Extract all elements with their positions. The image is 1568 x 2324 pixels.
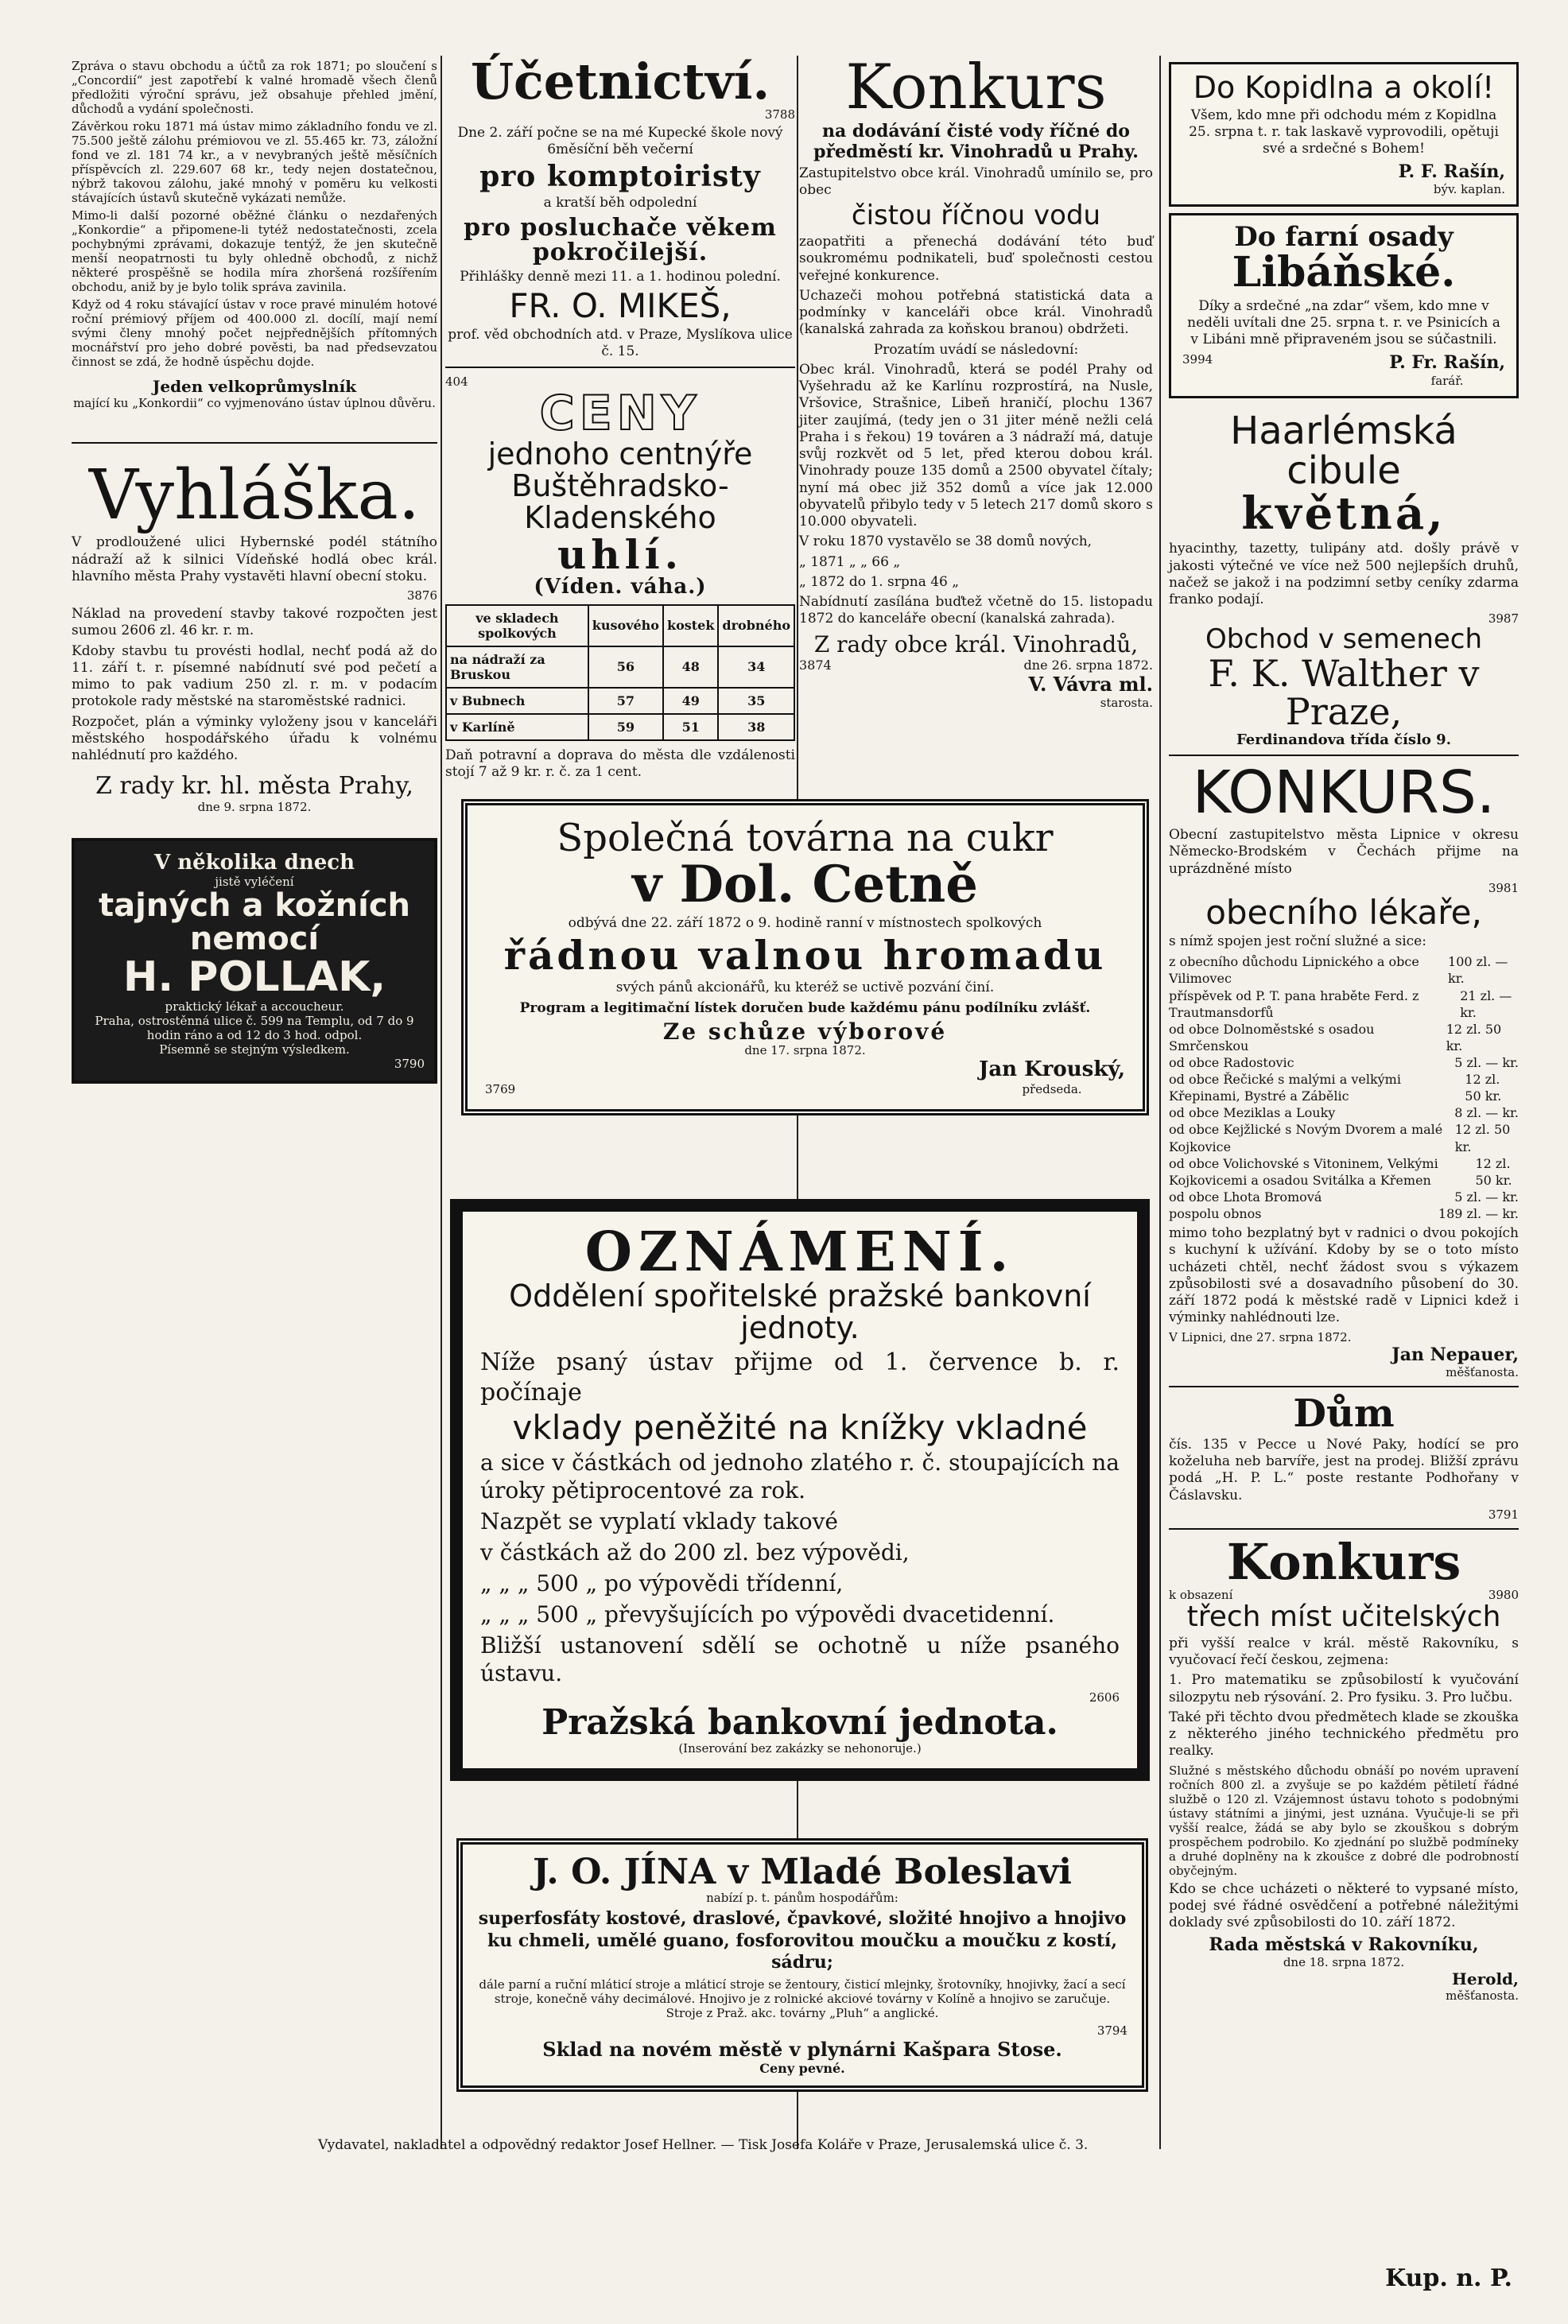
ledger-row: [1169, 1121, 1519, 1154]
divider: [1169, 1386, 1519, 1387]
cukr-text: odbývá dne 22. září 1872 o 9. hodině ranní v místnostech spolkových: [568, 914, 1042, 931]
ad-number: 2606: [1089, 1690, 1120, 1705]
libanske-role: farář.: [1430, 373, 1464, 388]
vyhlaska-text: Náklad na provedení stavby takové rozpočten jest sumou 2606 zl. 46 kr. r. m.: [72, 606, 437, 639]
table-cell: na nádraží za Bruskou: [446, 646, 588, 688]
table-cell: 35: [718, 688, 794, 714]
ceny-ad: [445, 374, 795, 781]
pollak-addr: Praha, ostrostěnná ulice č. 599 na Templu, od 7 do 9 hodin ráno a od 12 do 3 hod. odpol.: [95, 1013, 414, 1042]
ledger-label: od obce Řečické s malými a velkými Křepinami, Bystré a Zábělic: [1169, 1072, 1401, 1104]
ledger-label: od obce Radostovic: [1169, 1054, 1294, 1070]
ucetnictvi-text: Dne 2. září počne se na mé Kupecké škole nový 6měsíční běh večerní: [457, 125, 783, 158]
ad-number: 3981: [1488, 880, 1519, 895]
ledger-value: 12 zl. 50 kr.: [1465, 1072, 1502, 1104]
ledger-value: 5 zl. — kr.: [1454, 1189, 1519, 1205]
column-4: [1169, 56, 1519, 2003]
oznameni-text: Bližší ustanovení sdělí se ochotně u níže psaného ústavu.: [480, 1632, 1120, 1687]
ucetnictvi-text: Přihlášky denně mezi 11. a 1. hodinou polední.: [460, 268, 781, 285]
konkurs1-dateline: [799, 658, 1153, 673]
konkurs3-sign: Rada městská v Rakovníku,: [1209, 1934, 1479, 1956]
konkurs1-text: „ 1872 do 1. srpna 46 „: [799, 573, 960, 590]
vyhlaska-date: dne 9. srpna 1872.: [197, 800, 312, 815]
dum-ad: [1169, 1391, 1519, 1522]
oznameni-big: vklady peněžité na knížky vkladné: [512, 1408, 1088, 1448]
article-body: Zpráva o stavu obchodu a účtů za rok 1871; po sloučení s „Concordií“ jest zapotřebí k valné hromadě všech členů předložiti výroční správu, jež obsahuje přehled jmění, důchodů a vydání společnosti.: [72, 59, 437, 116]
pollak-note: Písemně se stejným výsledkem.: [159, 1042, 350, 1057]
table-cell: 51: [663, 714, 718, 740]
pollak-ad: [72, 838, 437, 1084]
ledger-row: [1169, 1104, 1519, 1121]
article-body: Mimo-li další pozorné oběžné článku o nezdařených „Konkordie“ a připomene-li tytéž nedostatečnosti, zcela pochybnými zprávami, dokazuje tentýž, že jen skutečně menší neopatrnosti tu byly ohledně obchodů, z nichž některé prospěšně se hodila míra zhoršená rozšířením obchodu, aniž by je bylo tolik správa zavinila.: [72, 208, 437, 294]
ceny-sub: jednoho centnýře Buštěhradsko-Kladenského: [487, 436, 753, 536]
pollak-sub: praktický lékař a accoucheur.: [165, 999, 344, 1014]
ad-number: 3791: [1488, 1507, 1519, 1522]
cibule-title: Haarlémská cibule: [1230, 408, 1457, 494]
libanske-sign: [1182, 352, 1505, 388]
ledger-label: od obce Volichovské s Vitoninem, Velkými Kojkovicemi a osadou Svitálka a Křemen: [1169, 1155, 1438, 1188]
column-2: [445, 52, 795, 784]
ad-number: 3769: [485, 1082, 516, 1097]
divider: [445, 367, 795, 368]
table-cell: 38: [718, 714, 794, 740]
ceny-big: uhlí.: [557, 531, 684, 579]
cibule-shop: Obchod v semenech: [1205, 623, 1483, 656]
oznameni-note: (Inserování bez zakázky se nehonoruje.): [678, 1741, 922, 1756]
ledger-value: 21 zl. — kr.: [1460, 987, 1512, 1020]
ledger-value: 5 zl. — kr.: [1454, 1054, 1519, 1070]
jina-text: Ceny pevné.: [759, 2060, 845, 2076]
jina-text: superfosfáty kostové, draslové, čpavkové, složité hnojivo a hnojivo ku chmeli, umělé guano, fosforovitou moučku a moučku z kostí, sádru;: [478, 1908, 1127, 1973]
konkurs3-text: při vyšší realce v král. městě Rakovníku, s vyučovací řečí českou, zejmena:: [1169, 1635, 1519, 1669]
article-signature: Jeden velkoprůmyslník: [152, 377, 357, 396]
libanske-big: Libáňské.: [1232, 248, 1456, 297]
cukr-box: [461, 799, 1149, 1115]
table-cell: 56: [588, 646, 663, 688]
jina-title: J. O. JÍNA v Mladé Boleslavi: [533, 1852, 1072, 1892]
ucetnictvi-name: FR. O. MIKEŠ,: [509, 285, 732, 325]
ucetnictvi-text: prof. věd obchodních atd. v Praze, Myslíkova ulice č. 15.: [448, 326, 793, 360]
oznameni-text: v částkách až do 200 zl. bez výpovědi,: [480, 1539, 910, 1566]
konkurs2-name: Jan Nepauer,: [1391, 1344, 1519, 1365]
price-table: [445, 604, 795, 741]
article-body: Když od 4 roku stávající ústav v roce pravé minulém hotové roční prémiový příjem od 400.000 zl. docílí, mají nemí svými členy mnohý počet nejpřednějších přítomných mocnářství pro jeho dobré pověsti, ba nad předsevzatou činnost se zdá, že hodně úspěchu dojde.: [72, 297, 437, 369]
table-cell: 59: [588, 714, 663, 740]
konkurs1-text: Nabídnutí zasílána buďtež včetně do 15. listopadu 1872 do kanceláře obecní (kanalská zahrada).: [799, 594, 1153, 627]
ledger-row: [1169, 1071, 1519, 1104]
jina-ad: [456, 1838, 1148, 2092]
column-1: [72, 56, 437, 1090]
table-cell: 48: [663, 646, 718, 688]
konkurs1-sub: na dodávání čisté vody říčné do předměstí kr. Vinohradů u Prahy.: [813, 120, 1139, 162]
ledger-label: od obce Lhota Bromová: [1169, 1189, 1322, 1205]
cukr-schuze: Ze schůze výborové: [662, 1018, 948, 1045]
ledger-row: [1169, 953, 1519, 987]
konkurs1-date: dne 26. srpna 1872.: [1023, 657, 1153, 673]
cukr-text: Program a legitimační lístek doručen bude každému pánu podílníku zvlášť.: [519, 999, 1091, 1016]
cibule-name: F. K. Walther v Praze,: [1208, 651, 1480, 734]
ledger-label: od obce Kejžlické s Novým Dvorem a malé Kojkovice: [1169, 1122, 1443, 1154]
cukr-line: v Dol. Cetně: [632, 855, 978, 915]
ad-number: 404: [445, 374, 468, 390]
konkurs1-text: „ 1871 „ „ 66 „: [799, 553, 901, 570]
konkurs1-text: Uchazeči mohou potřebná statistická data a podmínky v kanceláři obce král. Vinohradů (kanalská zahrada za koňskou branou) obdržeti.: [799, 287, 1153, 338]
ad-number: 3794: [1096, 2023, 1127, 2038]
oznameni-text: a sice v částkách od jednoho zlatého r. č. stoupajících na úroky pětiprocentové za rok.: [480, 1449, 1120, 1504]
table-header: kostek: [663, 605, 718, 646]
table-row: [446, 688, 794, 714]
konkurs1-text: Prozatím uvádí se následovní:: [873, 341, 1079, 358]
dum-text: čís. 135 v Pecce u Nové Paky, hodící se pro koželuha neb barvíře, jest na prodej. Bližší zprávu podá „H. P. L.“ poste restante Podhořany v Čáslavsku.: [1169, 1436, 1519, 1503]
ucetnictvi-big: pro komptoiristy: [479, 159, 761, 193]
ucetnictvi-big: pro posluchače věkem pokročilejší.: [464, 213, 777, 267]
table-header: kusového: [588, 605, 663, 646]
ucetnictvi-text: a kratší běh odpolední: [543, 195, 697, 211]
ledger-row: [1169, 1205, 1519, 1222]
libanske-title: Do farní osady: [1234, 220, 1454, 253]
konkurs3-text: 1. Pro matematiku se způsobilostí k vyučování silozpytu neb rýsování. 2. Pro fysiku. 3. Pro lučbu.: [1169, 1672, 1519, 1705]
column-3: [799, 52, 1153, 710]
oznameni-name: Pražská bankovní jednota.: [541, 1702, 1058, 1744]
konkurs2-ad: [1169, 758, 1519, 1379]
konkurs1-text: V roku 1870 vystavělo se 38 domů nových,: [799, 533, 1093, 550]
jina-box: [456, 1838, 1148, 2092]
column-rule: [441, 56, 442, 2149]
konkurs1-text: zaopatřiti a přenechá dodávání této buď soukromému podnikateli, buď společnosti cestou veřejné konkurence.: [799, 234, 1153, 284]
dum-title: Dům: [1293, 1391, 1395, 1436]
table-header: ve skladech spolkových: [446, 605, 588, 646]
kopidlno-title: Do Kopidlna a okolí!: [1193, 70, 1495, 105]
cibule-big: květná,: [1241, 487, 1446, 541]
konkurs3-ad: [1169, 1532, 1519, 2004]
ledger-value: 8 zl. — kr.: [1454, 1105, 1519, 1121]
konkurs1-name: V. Vávra ml.: [1028, 672, 1153, 696]
vyhlaska-text: V prodloužené ulici Hybernské podél státního nádraží až k silnici Vídeňské hodlá obec král. hlavního města Prahy vystavěti hlavní obecní stoku.: [72, 534, 437, 584]
pollak-name: H. POLLAK,: [122, 953, 386, 1002]
ledger-value: 12 zl. 50 kr.: [1475, 1155, 1512, 1188]
libanske-text: Díky a srdečné „na zdar“ všem, kdo mne v neděli uvítali dne 25. srpna t. r. ve Psinicích a v Libáni mně připraveném jsou se súčastnili.: [1187, 297, 1500, 348]
ad-number: 3874: [799, 657, 832, 673]
konkurs3-date: dne 18. srpna 1872.: [1283, 1955, 1405, 1970]
konkurs1-text: Zastupitelstvo obce král. Vinohradů umínilo se, pro obec: [799, 165, 1153, 199]
table-row: [446, 714, 794, 740]
ledger-value: 189 zl. — kr.: [1438, 1205, 1519, 1221]
ad-number: 3790: [394, 1056, 425, 1071]
ad-number: 3987: [1488, 611, 1519, 627]
ad-number: 3876: [406, 588, 437, 603]
cukr-role: předseda.: [1022, 1082, 1082, 1097]
cukr-name: Jan Krouský,: [979, 1057, 1125, 1082]
table-cell: 57: [588, 688, 663, 714]
konkurs3-name: Herold,: [1451, 1969, 1519, 1989]
ledger-value: 100 zl. — kr.: [1448, 954, 1508, 987]
cukr-line: Společná továrna na cukr: [557, 816, 1054, 860]
konkurs2-text: mimo toho bezplatný byt v radnici o dvou pokojích s kuchyní k užívání. Kdoby by se o toto místo ucházeti chtěl, nechť žádost svou s výkazem způsobilosti své a dosavadního působení do 30. září 1872 podá k městské radě v Lipnici kdež i výminky nahlédnouti lze.: [1169, 1225, 1519, 1326]
cukr-date: dne 17. srpna 1872.: [744, 1043, 866, 1058]
pollak-line: tajných a kožních nemocí: [98, 887, 411, 958]
konkurs1-text: Obec král. Vinohradů, která se podél Prahy od Vyšehradu až ke Karlínu rozprostírá, na Nusle, Vršovice, Strašnice, Libeň hraničí, plochu 1367 jiter zaujímá, (tedy jen o 31 jiter méně nežli celá Praha i s řekou) 19 továren a 3 nádraží má, datuje svůj rozkvět od 5 let, před kterou dobou král. Vinohrady pouze 135 domů a 2500 obyvatel čítaly; nyní má obec již 352 domů a více jak 12.000 obyvatelů přibylo tedy v 5 letech 217 domů skoro s 10.000 obyvateli.: [799, 361, 1153, 530]
oznameni-text: Níže psaný ústav přijme od 1. července b. r. počínaje: [480, 1348, 1120, 1406]
pollak-line: jistě vyléčení: [215, 875, 294, 890]
ad-number: 3788: [764, 107, 795, 122]
konkurs1-role: starosta.: [1100, 695, 1153, 710]
oznameni-text: „ „ „ 500 „ převyšujících po výpovědi dvacetidenní.: [480, 1601, 1055, 1628]
ledger-row: [1169, 1021, 1519, 1054]
article-body: Závěrkou roku 1871 má ústav mimo základního fondu ve zl. 75.500 ještě zálohu prémiovou ve zl. 55.465 kr. 73, záložní fond ve zl. 181 74 kr., a v nevybraných ještě měsíčních příspěvcích zl. 229.607 68 kr., tedy nejen dostatečnou, nýbrž takovou zálohu, jaké mnohý v poměru ku velkosti stávajících ústavů skutečně vykázati nemůže.: [72, 119, 437, 205]
konkurs3-role: měšťanosta.: [1446, 1988, 1519, 2004]
ledger-label: od obce Dolnoměstské s osadou Smrčenskou: [1169, 1021, 1375, 1053]
oznameni-text: Nazpět se vyplatí vklady takové: [480, 1508, 838, 1535]
cibule-text: hyacinthy, tazetty, tulipány atd. došly právě v jakosti výtečné ve více než 500 nejlepších druhů, načež se jakož i na podzimní setby ceníky zdarma franko podají.: [1169, 541, 1519, 607]
kopidlno-ad: [1169, 62, 1519, 207]
ledger-label: od obce Meziklas a Louky: [1169, 1105, 1336, 1121]
jina-sub: nabízí p. t. pánům hospodářům:: [706, 1891, 898, 1906]
ledger-row: [1169, 987, 1519, 1021]
vyhlaska-text: Rozpočet, plán a výminky vyloženy jsou v kanceláři městského hospodářského úřadu k volnému nahlédnutí pro každého.: [72, 713, 437, 764]
ledger-value: 12 zl. 50 kr.: [1446, 1021, 1502, 1053]
ledger-row: [1169, 1155, 1519, 1189]
konkurs1-big: čistou říčnou vodu: [851, 200, 1101, 232]
konkurs2-big: obecního lékaře,: [1205, 892, 1482, 932]
ledger-value: 12 zl. 50 kr.: [1454, 1122, 1511, 1154]
ceny-title: CENY: [539, 386, 701, 442]
libanske-name: P. Fr. Rašín,: [1389, 351, 1505, 373]
konkurs3-text: Také při těchto dvou předmětech klade se zkouška z některého jiného technického předmětu pro realky.: [1169, 1709, 1519, 1759]
table-row: [446, 646, 794, 688]
oznameni-text: „ „ „ 500 „ po výpovědi třídenní,: [480, 1570, 844, 1597]
jina-text: Sklad na novém městě v plynárni Kašpara Stose.: [542, 2037, 1062, 2061]
konkurs3-text: k obsazení: [1169, 1588, 1233, 1603]
ledger-label: pospolu obnos: [1169, 1205, 1262, 1221]
cibule-ad: [1169, 408, 1519, 748]
table-cell: v Bubnech: [446, 688, 588, 714]
kopidlno-role: býv. kaplan.: [1433, 181, 1505, 196]
kopidlno-name: P. F. Rašín,: [1398, 161, 1505, 182]
cukr-big: řádnou valnou hromadu: [503, 931, 1107, 979]
konkurs3-title: Konkurs: [1226, 1532, 1461, 1591]
oznameni-ad: [450, 1199, 1150, 1781]
vyhlaska-sign: Z rady kr. hl. města Prahy,: [95, 772, 413, 801]
oznameni-box: [450, 1199, 1150, 1781]
ledger-row: [1169, 1054, 1519, 1071]
konkurs3-big: třech míst učitelských: [1186, 1600, 1501, 1634]
ceny-note: Daň potravní a doprava do města dle vzdálenosti stojí 7 až 9 kr. r. č. za 1 cent.: [445, 747, 795, 781]
konkurs3-text: Kdo se chce ucházeti o některé to vypsané místo, podej své řádné osvědčení a potřebné náležitými doklady své způsobilosti do 10. září 1872.: [1169, 1880, 1519, 1931]
ad-number: 3980: [1488, 1588, 1519, 1603]
divider: [72, 442, 437, 444]
table-header: drobného: [718, 605, 794, 646]
vyhlaska-title: Vyhláška.: [88, 456, 421, 535]
libanske-ad: [1169, 213, 1519, 398]
library-stamp: Kup. n. P.: [1385, 2264, 1512, 2292]
salary-ledger: [1169, 953, 1519, 1222]
oznameni-title: OZNÁMENÍ.: [584, 1220, 1015, 1284]
cukr-signature: [979, 1057, 1125, 1096]
ucetnictvi-title: Účetnictví.: [470, 52, 770, 111]
konkurs1-title: Konkurs: [845, 52, 1107, 123]
ledger-label: z obecního důchodu Lipnického a obce Vilimovec: [1169, 954, 1419, 987]
table-header-row: [446, 605, 794, 646]
konkurs2-title: KONKURS.: [1192, 758, 1496, 827]
column-rule: [1159, 56, 1161, 2149]
vyhlaska-text: Kdoby stavbu tu provésti hodlal, nechť podá až do 11. září t. r. písemné nabídnutí své pod pečetí a mimo to pak vadium 250 zl. r. m. v podacím protokole rady městské na staroměstské radnici.: [72, 642, 437, 710]
divider: [1169, 755, 1519, 756]
jina-text: dále parní a ruční mláticí stroje a mláticí stroje se žentoury, čisticí mlejnky, šrotovníky, hnojivky, žací a secí stroje, konečně váhy decimálové. Hnojivo je z rolnické akciové továrny v Kolíně a hnojivo se zaručuje. Stroje z Praž. akc. továrny „Pluh“ a anglické.: [479, 1977, 1126, 2020]
vyhlaska-notice: [72, 456, 437, 815]
article-signature-note: mající ku „Konkordii“ co vyjmenováno ústav úplnou důvěru.: [73, 396, 436, 410]
konkurs2-text: Obecní zastupitelstvo města Lipnice v okresu Německo-Brodském v Čechách přijme na uprázdněné místo: [1169, 827, 1519, 877]
konkurs3-text: Služné s městského důchodu obnáší po novém upravení ročních 800 zl. a zvyšuje se po každém pětiletí řádné službě o 120 zl. Vzájemnost ústavu tohoto s podobnými ústavy státními a jinými, jest uznána. Vyučuje-li se při vyšší realce, žádá se aby bylo se zkouškou s dobrým prospěchem podrobilo. Ko zjednání po službě podmíneky a druhé doplněny na k zkoušce z dobré dle podrobností obyčejným.: [1169, 1763, 1519, 1878]
cukr-sign: [485, 1057, 1125, 1096]
libanske-signature: [1389, 352, 1505, 388]
oznameni-sub: Oddělení spořitelské pražské bankovní jednoty.: [509, 1278, 1091, 1346]
ad-number: 3994: [1182, 351, 1213, 367]
divider: [1169, 1528, 1519, 1530]
cukr-ad: [461, 799, 1149, 1115]
table-cell: 49: [663, 688, 718, 714]
ledger-row: [1169, 1189, 1519, 1205]
table-cell: v Karlíně: [446, 714, 588, 740]
ledger-label: příspěvek od P. T. pana hraběte Ferd. z Trautmansdorfů: [1169, 987, 1419, 1020]
table-cell: 34: [718, 646, 794, 688]
kopidlno-text: Všem, kdo mne při odchodu mém z Kopidlna 25. srpna t. r. tak laskavě vyprovodili, opětuji své a srdečné s Bohem!: [1189, 107, 1499, 157]
konkurs2-date: V Lipnici, dne 27. srpna 1872.: [1169, 1329, 1352, 1344]
konkurs1-sign: Z rady obce král. Vinohradů,: [813, 630, 1139, 658]
cukr-text: svých pánů akcionářů, ku kteréž se uctivě pozvání činí.: [615, 980, 995, 996]
pollak-line: V několika dnech: [153, 851, 355, 875]
cibule-addr: Ferdinandova třída číslo 9.: [1236, 731, 1451, 748]
imprint-footer: Vydavatel, nakladatel a odpovědný redaktor Josef Hellner. — Tisk Josefa Koláře v Praze, Jerusalemská ulice č. 3.: [318, 2137, 1089, 2153]
konkurs2-text: s nímž spojen jest roční služné a sice:: [1169, 933, 1426, 950]
konkurs2-role: měšťanosta.: [1446, 1364, 1519, 1379]
ceny-paren: (Víden. váha.): [534, 574, 707, 599]
